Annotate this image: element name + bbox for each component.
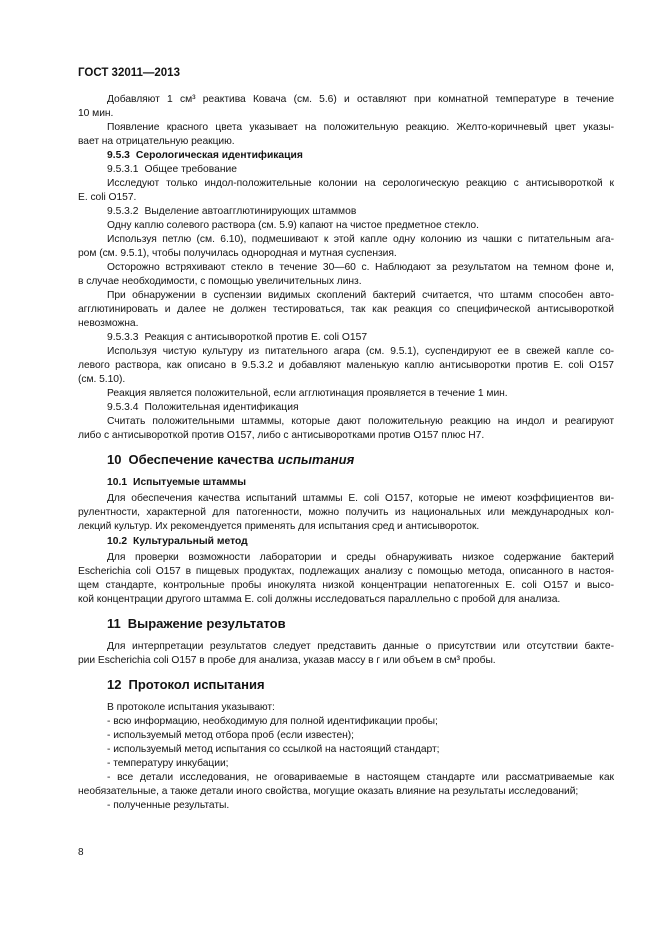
clause-number: 9.5.3 — [107, 150, 130, 161]
text-line: Реакция является положительной, если агглютинация проявляется в течение 1 мин. — [107, 388, 508, 399]
subsection-number: 10.2 — [107, 536, 128, 547]
section-heading — [78, 451, 614, 469]
text-line: либо с антисывороткой против O157, либо с антисыворотками против O157 плюс H7. — [78, 430, 485, 441]
section-number: 12 — [107, 677, 122, 692]
list-item — [78, 757, 614, 771]
text-line: Для интерпретации результатов следует представить данные о присутствии или отсутствии бакте- — [107, 641, 614, 652]
list-item — [78, 743, 614, 757]
section-heading — [78, 615, 614, 633]
paragraph — [78, 289, 614, 331]
paragraph — [78, 701, 614, 715]
subclause-heading — [78, 401, 614, 415]
clause-heading — [78, 149, 614, 163]
list-item — [78, 799, 614, 813]
text-line: агглютинировать и далее не должен тестироваться, так как реакция со специфической антисывороткой — [78, 304, 614, 315]
text-line: Для обеспечения качества испытаний штаммы E. coli O157, которые не имеют коэффициентов ви- — [107, 493, 614, 504]
subsection-heading — [78, 476, 614, 490]
list-item — [78, 715, 614, 729]
page-number: 8 — [78, 847, 84, 858]
paragraph — [78, 261, 614, 289]
text-line: Одну каплю солевого раствора (см. 5.9) капают на чистое предметное стекло. — [107, 220, 479, 231]
text-line: Добавляют 1 см³ реактива Ковача (см. 5.6) и оставляют при комнатной температуре в течение — [107, 94, 614, 105]
text-line: кой концентрации другого штамма E. coli должны исследоваться параллельно с пробой для анализа. — [78, 594, 561, 605]
subclause-heading — [78, 205, 614, 219]
paragraph — [78, 640, 614, 668]
list-item — [78, 729, 614, 743]
text-line: (см. 5.10). — [78, 374, 126, 385]
text-line: невозможна. — [78, 318, 139, 329]
subclause-heading — [78, 163, 614, 177]
text-line: необязательные, а также детали иного свойства, могущие оказать влияние на результаты исследований; — [78, 786, 579, 797]
clause-number: 9.5.3.3 — [107, 332, 139, 343]
section-heading — [78, 676, 614, 694]
clause-title: Серологическая идентификация — [135, 150, 303, 161]
clause-title: Положительная идентификация — [144, 402, 299, 413]
clause-title: Общее требование — [144, 164, 238, 175]
paragraph — [78, 177, 614, 205]
text-line: лекций культур. Их рекомендуется применять для испытания сред и антисывороток. — [78, 521, 480, 532]
subclause-heading — [78, 331, 614, 345]
subsection-heading — [78, 535, 614, 549]
text-line: Исследуют только индол-положительные колонии на серологическую реакцию с антисывороткой к — [107, 178, 614, 189]
text-line: В протоколе испытания указывают: — [107, 702, 275, 713]
text-line: - всю информацию, необходимую для полной идентификации пробы; — [107, 716, 438, 727]
subsection-title: Культуральный метод — [133, 536, 248, 547]
text-line: При обнаружении в суспензии видимых скоплений бактерий считается, что штамм способен авто- — [107, 290, 614, 301]
text-line: ром (см. 9.5.1), чтобы получилась однородная и мутная суспензия. — [78, 248, 397, 259]
section-title: Выражение результатов — [127, 616, 286, 631]
text-line: щем стандарте, контрольные пробы инокулята низкой концентрации непатогенных E. coli O157 и высо- — [78, 580, 614, 591]
document-body — [78, 93, 614, 813]
text-line: левого раствора, как описано в 9.5.3.2 и добавляют маленькую каплю антисыворотки против E. coli O157 — [78, 360, 614, 371]
clause-title: Реакция с антисывороткой против E. coli O157 — [144, 332, 368, 343]
document-code: ГОСТ 32011—2013 — [78, 67, 180, 79]
section-number: 10 — [107, 452, 122, 467]
text-line: Используя петлю (см. 6.10), подмешивают к этой капле одну колонию из чашки с питательным ага- — [107, 234, 614, 245]
text-line: - используемый метод отбора проб (если известен); — [107, 730, 354, 741]
clause-number: 9.5.3.4 — [107, 402, 139, 413]
text-line: 10 мин. — [78, 108, 114, 119]
paragraph — [78, 233, 614, 261]
paragraph — [78, 345, 614, 387]
list-item — [78, 771, 614, 799]
section-title-emphasis: испытания — [277, 452, 355, 467]
section-title: Протокол испытания — [128, 677, 265, 692]
text-line: E. coli O157. — [78, 192, 137, 203]
text-line: рулентности, характерной для патогенности, можно получить из национальных или международных кол- — [78, 507, 614, 518]
clause-number: 9.5.3.1 — [107, 164, 139, 175]
paragraph — [78, 121, 614, 149]
paragraph — [78, 93, 614, 121]
section-number: 11 — [107, 616, 121, 631]
section-title: Обеспечение качества — [128, 452, 274, 467]
text-line: - все детали исследования, не оговариваемые в настоящем стандарте или рассматриваемые как — [107, 772, 614, 783]
text-line: Считать положительными штаммы, которые дают положительную реакцию на индол и реагируют — [107, 416, 614, 427]
text-line: вает на отрицательную реакцию. — [78, 136, 235, 147]
paragraph — [78, 415, 614, 443]
subsection-title: Испытуемые штаммы — [133, 477, 247, 488]
text-line: - полученные результаты. — [107, 800, 230, 811]
clause-title: Выделение автоагглютинирующих штаммов — [144, 206, 357, 217]
paragraph — [78, 492, 614, 534]
text-line: Используя чистую культуру из питательного агара (см. 9.5.1), суспендируют ее в свежей капле со- — [107, 346, 614, 357]
text-line: рии Escherichia coli O157 в пробе для анализа, указав массу в г или объем в см³ пробы. — [78, 655, 496, 666]
paragraph — [78, 219, 614, 233]
text-line: Осторожно встряхивают стекло в течение 30—60 с. Наблюдают за результатом на темном фоне и, — [107, 262, 614, 273]
paragraph — [78, 387, 614, 401]
text-line: Появление красного цвета указывает на положительную реакцию. Желто-коричневый цвет указы- — [107, 122, 614, 133]
text-line: - температуру инкубации; — [107, 758, 229, 769]
paragraph — [78, 551, 614, 607]
text-line: Escherichia coli O157 в пищевых продуктах, подлежащих анализу с помощью метода, описанного в настоя- — [78, 566, 614, 577]
text-line: Для проверки возможности лаборатории и среды обнаруживать низкое содержание бактерий — [107, 552, 614, 563]
text-line: в случае необходимости, с помощью увеличительных линз. — [78, 276, 362, 287]
subsection-number: 10.1 — [107, 477, 128, 488]
text-line: - используемый метод испытания со ссылкой на настоящий стандарт; — [107, 744, 440, 755]
clause-number: 9.5.3.2 — [107, 206, 139, 217]
